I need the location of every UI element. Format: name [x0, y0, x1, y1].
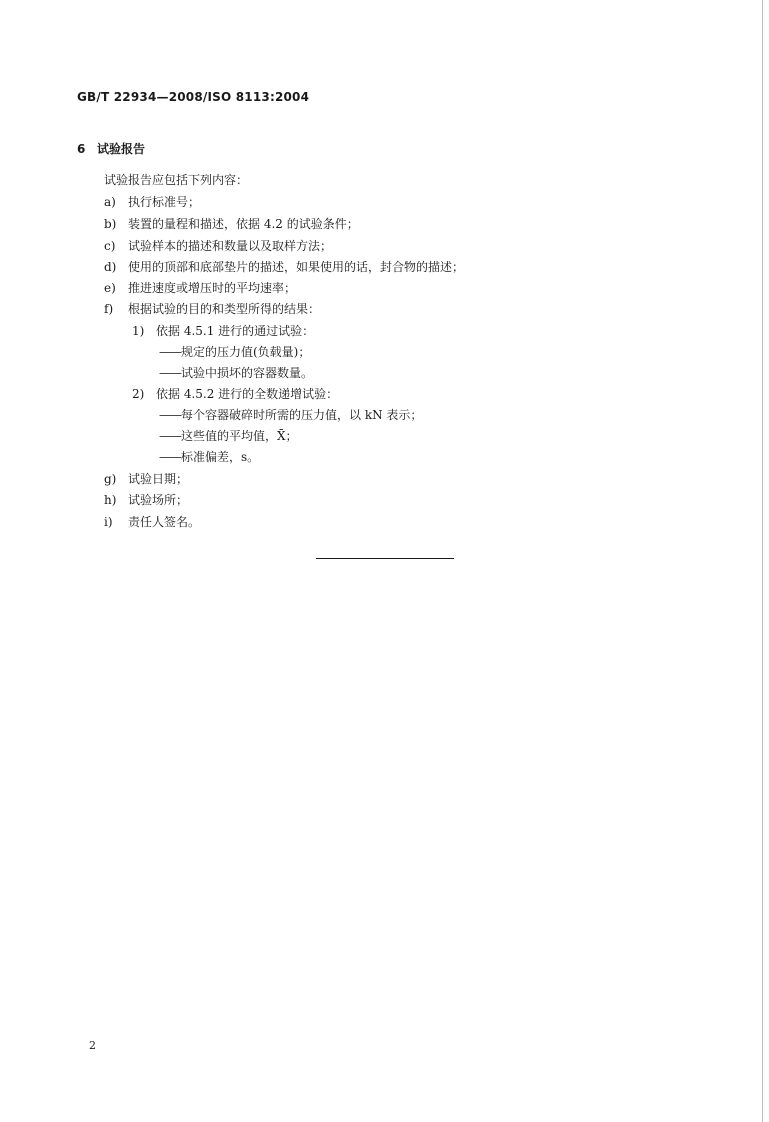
dash-item	[159, 365, 313, 381]
list-item-text: 责任人签名。	[128, 515, 201, 529]
dash-item	[159, 344, 310, 360]
dash-item-text: 试验中损坏的容器数量。	[181, 366, 314, 380]
dash-item	[159, 428, 298, 444]
list-marker: b)	[104, 217, 117, 231]
sub-item-1	[132, 323, 314, 339]
sub-item-2	[132, 386, 338, 402]
list-item-text: 执行标准号；	[128, 195, 201, 209]
list-item-text: 试验日期；	[128, 472, 189, 486]
list-marker: g)	[104, 472, 117, 486]
list-item-text: 装置的量程和描述，依据 4.2 的试验条件；	[128, 217, 359, 231]
list-item-text: 根据试验的目的和类型所得的结果：	[128, 302, 321, 316]
dash-item-text: 这些值的平均值，X̄；	[181, 429, 298, 443]
dash-item	[159, 449, 259, 465]
list-item-text: 试验样本的描述和数量以及取样方法；	[128, 239, 333, 253]
list-item-text: 使用的顶部和底部垫片的描述，如果使用的话，封合物的描述；	[128, 260, 465, 274]
list-item-text: 推进速度或增压时的平均速率；	[128, 281, 297, 295]
sub-item-text: 依据 4.5.2 进行的全数递增试验：	[156, 387, 339, 401]
list-item-a	[104, 194, 200, 210]
dash-marker: ——	[159, 450, 181, 464]
intro-text: 试验报告应包括下列内容：	[104, 173, 249, 187]
list-item-e	[104, 280, 296, 296]
list-marker: c)	[104, 239, 116, 253]
dash-item	[159, 407, 422, 423]
standard-code-header: GB/T 22934—2008/ISO 8113:2004	[77, 90, 310, 104]
sub-marker: 1)	[132, 324, 145, 338]
list-marker: i)	[104, 515, 113, 529]
section-title: 试验报告	[97, 142, 146, 156]
page-edge-line	[762, 0, 763, 1122]
list-item-b	[104, 216, 359, 232]
list-marker: h)	[104, 493, 117, 507]
list-marker: a)	[104, 195, 116, 209]
list-item-c	[104, 238, 332, 254]
list-item-text: 试验场所；	[128, 493, 189, 507]
list-item-g	[104, 471, 188, 487]
list-item-d	[104, 259, 464, 275]
list-item-h	[104, 492, 188, 508]
list-item-i	[104, 514, 200, 530]
list-marker: f)	[104, 302, 114, 316]
list-marker: d)	[104, 260, 117, 274]
dash-item-text: 规定的压力值(负载量)；	[181, 345, 311, 359]
dash-item-text: 标准偏差，s。	[181, 450, 260, 464]
dash-marker: ——	[159, 366, 181, 380]
page-number: 2	[89, 1039, 96, 1052]
list-marker: e)	[104, 281, 116, 295]
dash-marker: ——	[159, 429, 181, 443]
end-of-document-rule	[316, 558, 454, 559]
dash-marker: ——	[159, 408, 181, 422]
list-item-f	[104, 301, 320, 317]
dash-item-text: 每个容器破碎时所需的压力值，以 kN 表示；	[181, 408, 423, 422]
sub-item-text: 依据 4.5.1 进行的通过试验：	[156, 324, 315, 338]
section-number: 6	[77, 142, 86, 156]
section-heading	[77, 140, 145, 157]
dash-marker: ——	[159, 345, 181, 359]
sub-marker: 2)	[132, 387, 145, 401]
